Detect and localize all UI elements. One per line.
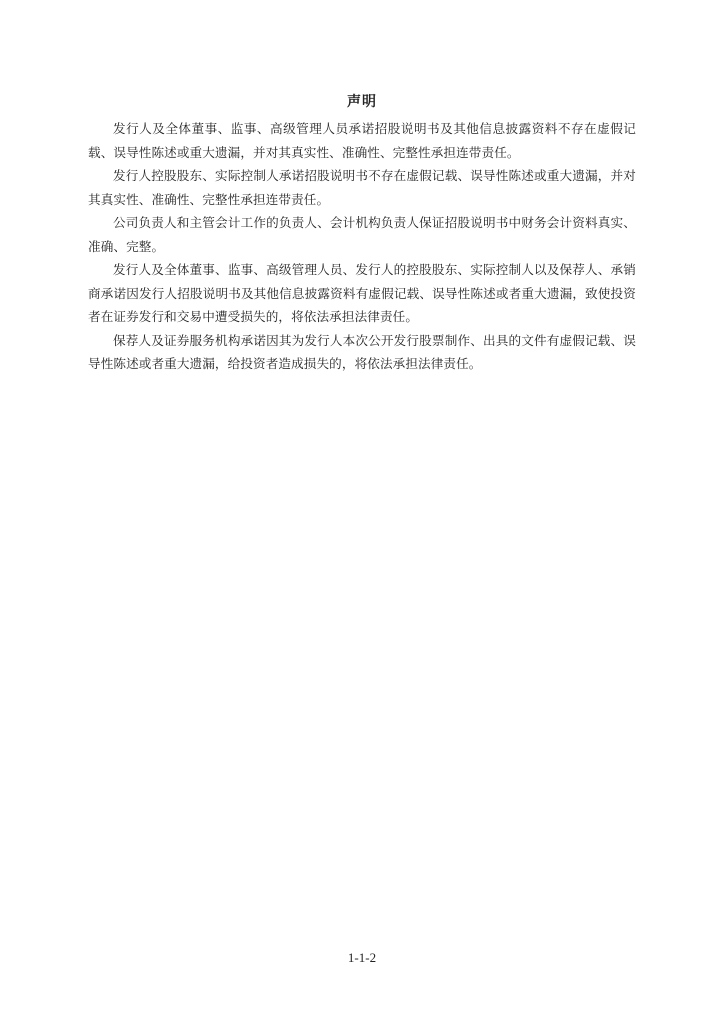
declaration-paragraph-2: 发行人控股股东、实际控制人承诺招股说明书不存在虚假记载、误导性陈述或重大遗漏，并对其真实性、准确性、完整性承担连带责任。 [88, 168, 636, 207]
declaration-paragraph-4: 发行人及全体董事、监事、高级管理人员、发行人的控股股东、实际控制人以及保荐人、承销商承诺因发行人招股说明书及其他信息披露资料有虚假记载、误导性陈述或者重大遗漏，致使投资者在证券发行和交易中遭受损失的，将依法承担法律责任。 [88, 262, 636, 324]
declaration-paragraph-3: 公司负责人和主管会计工作的负责人、会计机构负责人保证招股说明书中财务会计资料真实、准确、完整。 [88, 215, 636, 254]
page-title: 声明 [347, 94, 377, 110]
page-number: 1-1-2 [347, 950, 377, 965]
declaration-paragraph-1: 发行人及全体董事、监事、高级管理人员承诺招股说明书及其他信息披露资料不存在虚假记载、误导性陈述或重大遗漏，并对其真实性、准确性、完整性承担连带责任。 [88, 121, 636, 160]
declaration-body [88, 117, 636, 376]
declaration-paragraph-5: 保荐人及证券服务机构承诺因其为发行人本次公开发行股票制作、出具的文件有虚假记载、误导性陈述或者重大遗漏，给投资者造成损失的，将依法承担法律责任。 [88, 332, 636, 371]
